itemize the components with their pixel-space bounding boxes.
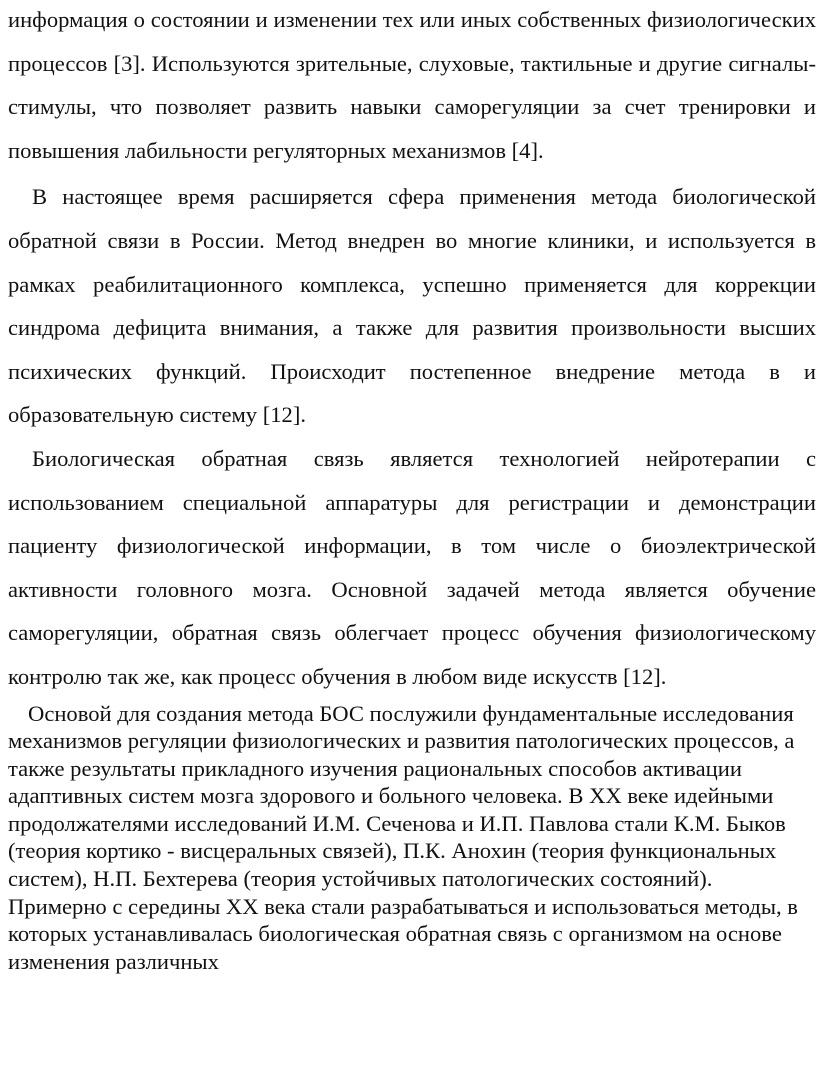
- paragraph-biofeedback-definition: Биологическая обратная связь является технологией нейротерапии с использованием специальной аппаратуры для регистрации и демонстрации пациенту физиологической информации, в том числе о биоэлектрической активности головного мозга. Основной задачей метода является обучение саморегуляции, обратная связь облегчает процесс обучения физиологическому контролю так же, как процесс обучения в любом виде искусств [12].: [8, 445, 816, 689]
- paragraph-continuation: информация о состоянии и изменении тех или иных собственных физиологических процессов [3]. Используются зрительные, слуховые, тактильные и другие сигналы-стимулы, что позволяет развить навыки саморегуляции за счет тренировки и повышения лабильности регуляторных механизмов [4].: [8, 7, 816, 163]
- document-page: [8, 0, 816, 975]
- paragraph-bos-foundations: Основой для создания метода БОС послужили фундаментальные исследования механизмов регуляции физиологических и развития патологических процессов, а также результаты прикладного изучения рациональных способов активации адаптивных систем мозга здорового и больного человека. В XX веке идейными продолжателями исследований И.М. Сеченова и И.П. Павлова стали К.М. Быков (теория кортико - висцеральных связей), П.К. Анохин (теория функциональных систем), Н.П. Бехтерева (теория устойчивых патологических состояний). Примерно с середины XX века стали разрабатываться и использоваться методы, в которых устанавливалась биологическая обратная связь с организмом на основе изменения различных: [8, 700, 798, 974]
- paragraph-biofeedback-russia: В настоящее время расширяется сфера применения метода биологической обратной связи в России. Метод внедрен во многие клиники, и используется в рамках реабилитационного комплекса, успешно применяется для коррекции синдрома дефицита внимания, а также для развития произвольности высших психических функций. Происходит постепенное внедрение метода в и образовательную систему [12].: [8, 184, 816, 428]
